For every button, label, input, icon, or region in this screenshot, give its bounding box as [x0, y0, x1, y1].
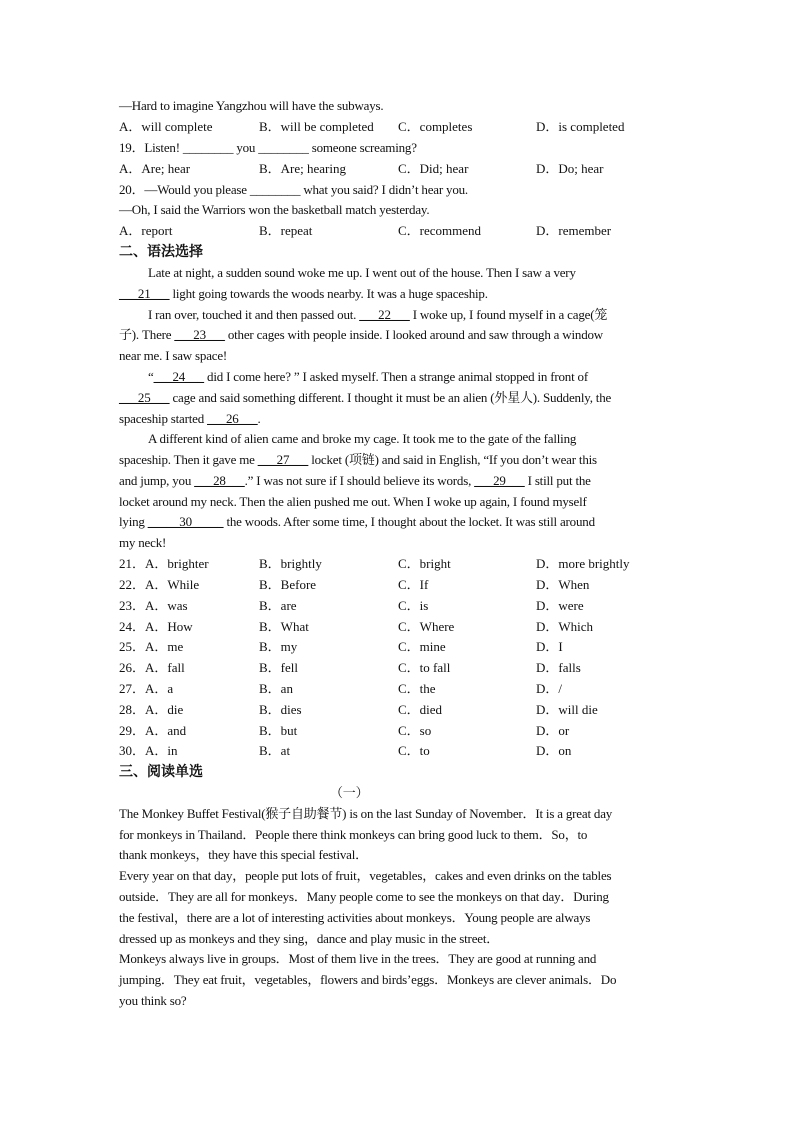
passage-line: locket around my neck. Then the alien pushed me out. When I woke up again, I found myself	[119, 494, 587, 509]
choice-c: C．is	[398, 598, 429, 613]
q20-option-a: A．report	[119, 223, 173, 238]
choice-d: D．will die	[536, 702, 598, 717]
blank-29: ___29___	[474, 473, 525, 488]
choice-c: C．Where	[398, 619, 455, 634]
q20-reply: —Oh, I said the Warriors won the basketball match yesterday.	[119, 202, 430, 217]
choice-b: B．Before	[259, 577, 317, 592]
choice-d: D．Which	[536, 619, 594, 634]
blank-25: ___25___	[119, 390, 170, 405]
q19-stem: 19．Listen! ________ you ________ someone screaming?	[119, 140, 417, 155]
q19-option-c: C．Did; hear	[398, 161, 469, 176]
passage-text: “	[148, 369, 154, 384]
q20-option-d: D．remember	[536, 223, 612, 238]
q18-option-a: A．will complete	[119, 119, 213, 134]
choice-a: 23．A．was	[119, 598, 188, 613]
passage-line	[119, 409, 261, 429]
choice-c: C．the	[398, 681, 436, 696]
section-2-title: 二、语法选择	[119, 244, 203, 260]
choice-b: B．dies	[259, 702, 302, 717]
choice-b: B．an	[259, 681, 293, 696]
passage-text: the woods. After some time, I thought about the locket. It was still around	[223, 514, 595, 529]
blank-26: ___26___	[207, 411, 258, 426]
passage-line	[119, 471, 591, 491]
passage-text: I ran over, touched it and then passed out.	[148, 307, 360, 322]
choice-b: B．but	[259, 723, 298, 738]
choice-c: C．to fall	[398, 660, 451, 675]
passage-line	[119, 512, 595, 532]
choice-c: C．mine	[398, 639, 446, 654]
passage-line	[148, 305, 607, 325]
blank-22: ___22___	[359, 307, 410, 322]
passage-text: spaceship. Then it gave me	[119, 452, 258, 467]
passage-line: near me. I saw space!	[119, 348, 228, 363]
choice-b: B．are	[259, 598, 297, 613]
reading-line: you think so?	[119, 993, 187, 1008]
passage-line: Late at night, a sudden sound woke me up. I went out of the house. Then I saw a very	[148, 265, 576, 280]
choice-a: 24．A．How	[119, 619, 193, 634]
passage-line: A different kind of alien came and broke my cage. It took me to the gate of the falling	[148, 431, 577, 446]
choice-c: C．to	[398, 743, 430, 758]
choice-a: 25．A．me	[119, 639, 184, 654]
choice-d: D．/	[536, 681, 563, 696]
choice-a: 30．A．in	[119, 743, 178, 758]
passage-line	[119, 284, 488, 304]
q19-option-b: B．Are; hearing	[259, 161, 347, 176]
passage-text: and jump, you	[119, 473, 195, 488]
passage-text: 子). There	[119, 327, 175, 342]
choice-c: C．so	[398, 723, 432, 738]
q18-option-b: B．will be completed	[259, 119, 374, 134]
passage-text: other cages with people inside. I looked around and saw through a window	[224, 327, 603, 342]
choice-b: B．at	[259, 743, 291, 758]
choice-a: 28．A．die	[119, 702, 184, 717]
passage-text: .	[257, 411, 261, 426]
passage-line	[148, 367, 588, 387]
passage-text: spaceship started	[119, 411, 208, 426]
passage-line	[119, 325, 603, 345]
blank-28: ___28___	[194, 473, 245, 488]
blank-23: ___23___	[174, 327, 225, 342]
reading-line: Every year on that day，people put lots of fruit，vegetables，cakes and even drinks on the tables	[119, 868, 612, 883]
blank-21: ___21___	[119, 286, 170, 301]
blank-27: ___27___	[257, 452, 309, 467]
choice-a: 22．A．While	[119, 577, 200, 592]
choice-d: D．or	[536, 723, 570, 738]
reading-line: dressed up as monkeys and they sing，dance and play music in the street．	[119, 931, 500, 946]
passage-text: .” I was not sure if I should believe its words,	[244, 473, 475, 488]
passage-line	[119, 388, 611, 408]
reading-line: thank monkeys，they have this special festival．	[119, 847, 368, 862]
blank-24: ___24___	[153, 369, 204, 384]
choice-c: C．died	[398, 702, 443, 717]
choice-d: D．more brightly	[536, 556, 630, 571]
reading-line: jumping．They eat fruit，vegetables，flowers and birds’eggs．Monkeys are clever animals．Do	[119, 972, 617, 987]
q18-option-d: D．is completed	[536, 119, 625, 134]
section-3-title: 三、阅读单选	[119, 764, 203, 780]
choice-c: C．If	[398, 577, 429, 592]
passage-text: lying	[119, 514, 148, 529]
choice-b: B．brightly	[259, 556, 322, 571]
choice-d: D．were	[536, 598, 584, 613]
q19-option-a: A．Are; hear	[119, 161, 191, 176]
choice-b: B．fell	[259, 660, 298, 675]
reading-line: Monkeys always live in groups．Most of them live in the trees．They are good at running and	[119, 951, 597, 966]
q20-stem: 20．—Would you please ________ what you said? I didn’t hear you.	[119, 182, 468, 197]
reading-line: for monkeys in Thailand．People there think monkeys can bring good luck to them．So，to	[119, 827, 588, 842]
q19-option-d: D．Do; hear	[536, 161, 604, 176]
passage-text: light going towards the woods nearby. It was a huge spaceship.	[169, 286, 488, 301]
passage-text: I still put the	[524, 473, 591, 488]
reading-line: the festival，there are a lot of interesting activities about monkeys．Young people are always	[119, 910, 591, 925]
reading-line: The Monkey Buffet Festival(猴子自助餐节) is on the last Sunday of November．It is a great day	[119, 806, 613, 821]
choice-d: D．I	[536, 639, 563, 654]
q20-option-c: C．recommend	[398, 223, 482, 238]
passage-text: I woke up, I found myself in a cage(笼	[409, 307, 608, 322]
choice-d: D．When	[536, 577, 590, 592]
choice-c: C．bright	[398, 556, 451, 571]
passage-line: my neck!	[119, 535, 167, 550]
choice-a: 21．A．brighter	[119, 556, 209, 571]
choice-b: B．my	[259, 639, 298, 654]
q18-dialogue: —Hard to imagine Yangzhou will have the subways.	[119, 98, 384, 113]
blank-30: _____30_____	[147, 514, 224, 529]
choice-d: D．on	[536, 743, 572, 758]
choice-b: B．What	[259, 619, 309, 634]
passage-text: cage and said something different. I thought it must be an alien (外星人). Suddenly, the	[169, 390, 612, 405]
passage-line	[119, 450, 597, 470]
reading-label: （一）	[330, 785, 369, 800]
reading-line: outside．They are all for monkeys．Many people come to see the monkeys on that day．During	[119, 889, 609, 904]
choice-d: D．falls	[536, 660, 581, 675]
choice-a: 27．A．a	[119, 681, 174, 696]
q18-option-c: C．completes	[398, 119, 473, 134]
choice-a: 26．A．fall	[119, 660, 185, 675]
passage-text: locket (项链) and said in English, “If you don’t wear this	[308, 452, 597, 467]
q20-option-b: B．repeat	[259, 223, 313, 238]
passage-text: did I come here? ” I asked myself. Then a strange animal stopped in front of	[203, 369, 588, 384]
choice-a: 29．A．and	[119, 723, 187, 738]
